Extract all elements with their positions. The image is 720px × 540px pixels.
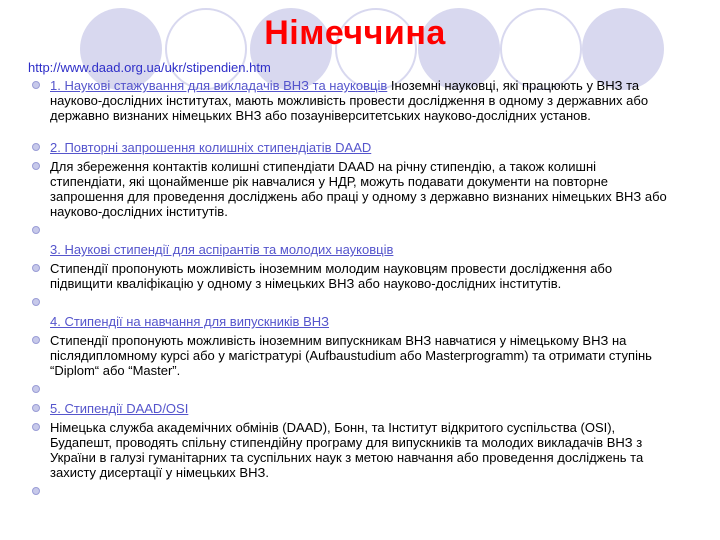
item-text: Стипендії пропонують можливість іноземним випускникам ВНЗ навчатися у німецькому ВНЗ на післядипломному курсі або у магістратурі (Aufbaustudium або Masterprogramm) та отримати ступінь “Diplom“ або “Master”. (50, 333, 652, 378)
source-url[interactable]: http://www.daad.org.ua/ukr/stipendien.htm (28, 60, 271, 75)
list-item (28, 140, 668, 155)
bullet-icon (32, 385, 40, 393)
bullet-icon (32, 226, 40, 234)
list-item (28, 78, 668, 123)
bullet-list (28, 78, 668, 499)
list-item (28, 333, 668, 378)
list-item (28, 261, 668, 291)
bullet-icon (32, 404, 40, 412)
list-item (28, 242, 668, 257)
list-item-empty (28, 223, 668, 238)
bullet-icon (32, 162, 40, 170)
list-item-empty (28, 295, 668, 310)
list-item (28, 401, 668, 416)
bullet-icon (32, 336, 40, 344)
slide-title: Німеччина (264, 14, 446, 52)
item-text: Німецька служба академічних обмінів (DAAD), Бонн, та Інститут відкритого суспільства (OSI), Будапешт, проводять спільну стипендійну програму для випускників та молодих викладачів ВНЗ з України в галузі гуманітарних та суспільних наук з метою навчання або проведення досліджень та захисту дисертації у німецьких ВНЗ. (50, 420, 644, 480)
bullet-icon (32, 423, 40, 431)
program-link-3[interactable]: 3. Наукові стипендії для аспірантів та молодих науковців (50, 242, 394, 257)
item-text: Стипендії пропонують можливість іноземним молодим науковцям провести дослідження або підвищити кваліфікацію у одному з німецьких ВНЗ або науково-дослідних інститутів. (50, 261, 613, 291)
list-item-empty (28, 382, 668, 397)
item-text: Іноземні науковці, які працюють у ВНЗ та науково-дослідних інститутах, мають можливість провести дослідження в одному з державних або державно визнаних німецьких ВНЗ або позауніверситетських науково-дослідних установ. (50, 78, 649, 123)
program-link-4[interactable]: 4. Стипендії на навчання для випускників ВНЗ (50, 314, 329, 329)
bullet-icon (32, 81, 40, 89)
bullet-icon (32, 143, 40, 151)
bullet-icon (32, 264, 40, 272)
program-link-2[interactable]: 2. Повторні запрошення колишніх стипендіатів DAAD (50, 140, 372, 155)
item-text: Для збереження контактів колишні стипендіати DAAD на річну стипендію, а також колишні стипендіати, які щонайменше рік навчалися у НДР, можуть подавати документи на повторне запрошення для проведення досліджень або праці у одному з державно визнаних німецьких ВНЗ або науково-дослідних інститутів. (50, 159, 667, 219)
bullet-icon (32, 487, 40, 495)
list-item (28, 314, 668, 329)
bullet-icon (32, 298, 40, 306)
list-item (28, 159, 668, 219)
program-link-1[interactable]: 1. Наукові стажування для викладачів ВНЗ та науковців (50, 78, 388, 93)
list-item-empty (28, 484, 668, 499)
list-item (28, 420, 668, 480)
program-link-5[interactable]: 5. Стипендії DAAD/OSI (50, 401, 189, 416)
